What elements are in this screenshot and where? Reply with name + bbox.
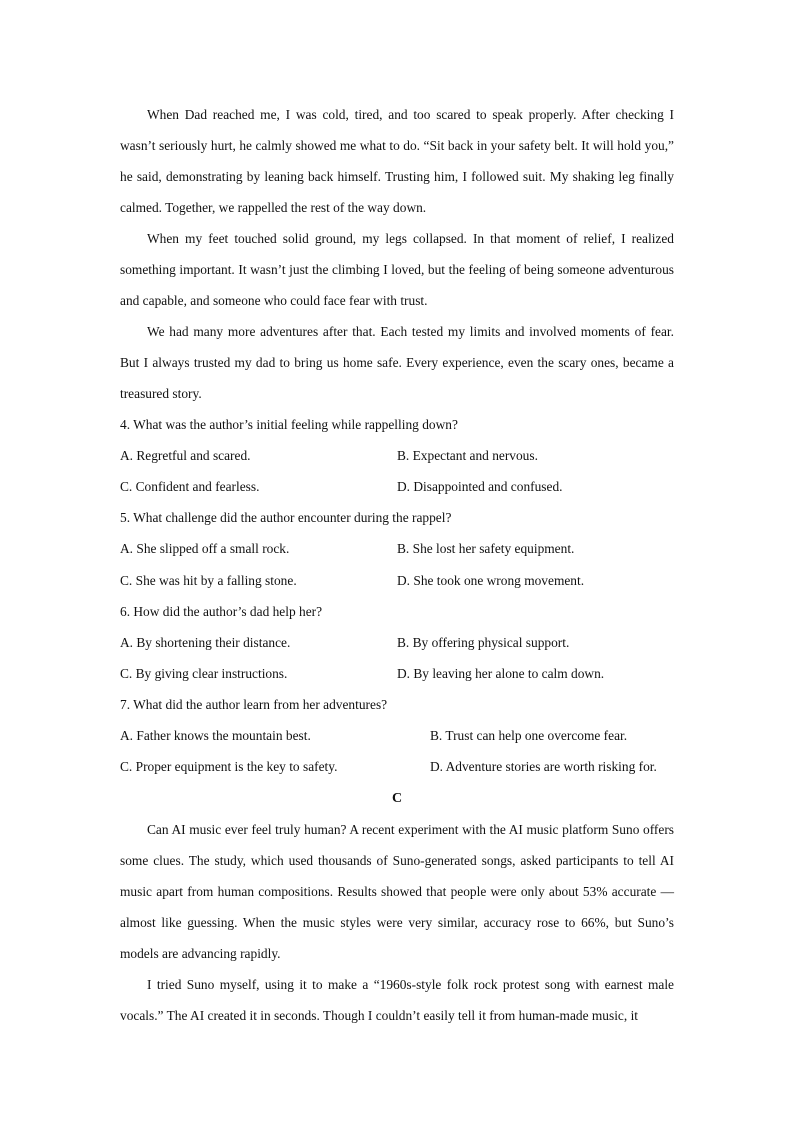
question-stem: 4. What was the author’s initial feeling while rappelling down?: [120, 417, 458, 432]
option-c[interactable]: C. Proper equipment is the key to safety.: [120, 759, 338, 775]
option-a[interactable]: A. Father knows the mountain best.: [120, 728, 311, 744]
option-d[interactable]: D. Adventure stories are worth risking for.: [430, 759, 657, 775]
question-7: [120, 689, 674, 782]
paragraph: I tried Suno myself, using it to make a “1960s-style folk rock protest song with earnest male vocals.” The AI created it in seconds. Though I couldn’t easily tell it from human-made music, it: [120, 976, 674, 1023]
question-options: [120, 533, 674, 595]
option-d[interactable]: D. She took one wrong movement.: [397, 572, 585, 588]
question-stem: 5. What challenge did the author encounter during the rappel?: [120, 510, 452, 526]
option-b[interactable]: B. Trust can help one overcome fear.: [430, 728, 628, 744]
question-6: [120, 596, 674, 689]
paragraph: We had many more adventures after that. Each tested my limits and involved moments of fear. But I always trusted my dad to bring us home safe. Every experience, even the scary ones, became a treasured story.: [120, 324, 674, 401]
option-a[interactable]: A. She slipped off a small rock.: [120, 541, 290, 557]
option-b[interactable]: B. Expectant and nervous.: [397, 448, 538, 463]
question-stem: 7. What did the author learn from her adventures?: [120, 697, 388, 713]
option-d[interactable]: D. By leaving her alone to calm down.: [397, 666, 605, 682]
option-b[interactable]: B. By offering physical support.: [397, 634, 570, 650]
option-d[interactable]: D. Disappointed and confused.: [397, 479, 563, 495]
paragraph: When Dad reached me, I was cold, tired, and too scared to speak properly. After checking I wasn’t seriously hurt, he calmly showed me what to do. “Sit back in your safety belt. It will hold you,” he said, demonstrating by leaning back himself. Trusting him, I followed suit. My shaking leg finally calmed. Together, we rappelled the rest of the way down.: [120, 107, 674, 215]
option-c[interactable]: C. Confident and fearless.: [120, 479, 260, 495]
section-heading: C: [391, 790, 403, 806]
document-page: [120, 99, 674, 1031]
paragraph: Can AI music ever feel truly human? A recent experiment with the AI music platform Suno offers some clues. The study, which used thousands of Suno-generated songs, asked participants to tell AI music apart from human compositions. Results showed that people were only about 53% accurate — almost like guessing. When the music styles were very similar, accuracy rose to 66%, but Suno’s models are advancing rapidly.: [120, 821, 674, 961]
question-options: [120, 440, 674, 502]
question-5: [120, 502, 674, 595]
paragraph: When my feet touched solid ground, my legs collapsed. In that moment of relief, I realized something important. It wasn’t just the climbing I loved, but the feeling of being someone adventurous and capable, and someone who could face fear with trust.: [120, 231, 674, 308]
option-a[interactable]: A. By shortening their distance.: [120, 634, 291, 650]
option-b[interactable]: B. She lost her safety equipment.: [397, 541, 575, 557]
option-a[interactable]: A. Regretful and scared.: [120, 448, 251, 463]
option-c[interactable]: C. She was hit by a falling stone.: [120, 572, 297, 588]
question-options: [120, 627, 674, 689]
option-c[interactable]: C. By giving clear instructions.: [120, 666, 288, 682]
question-options: [120, 720, 674, 782]
question-stem: 6. How did the author’s dad help her?: [120, 603, 323, 619]
question-4: [120, 409, 674, 502]
